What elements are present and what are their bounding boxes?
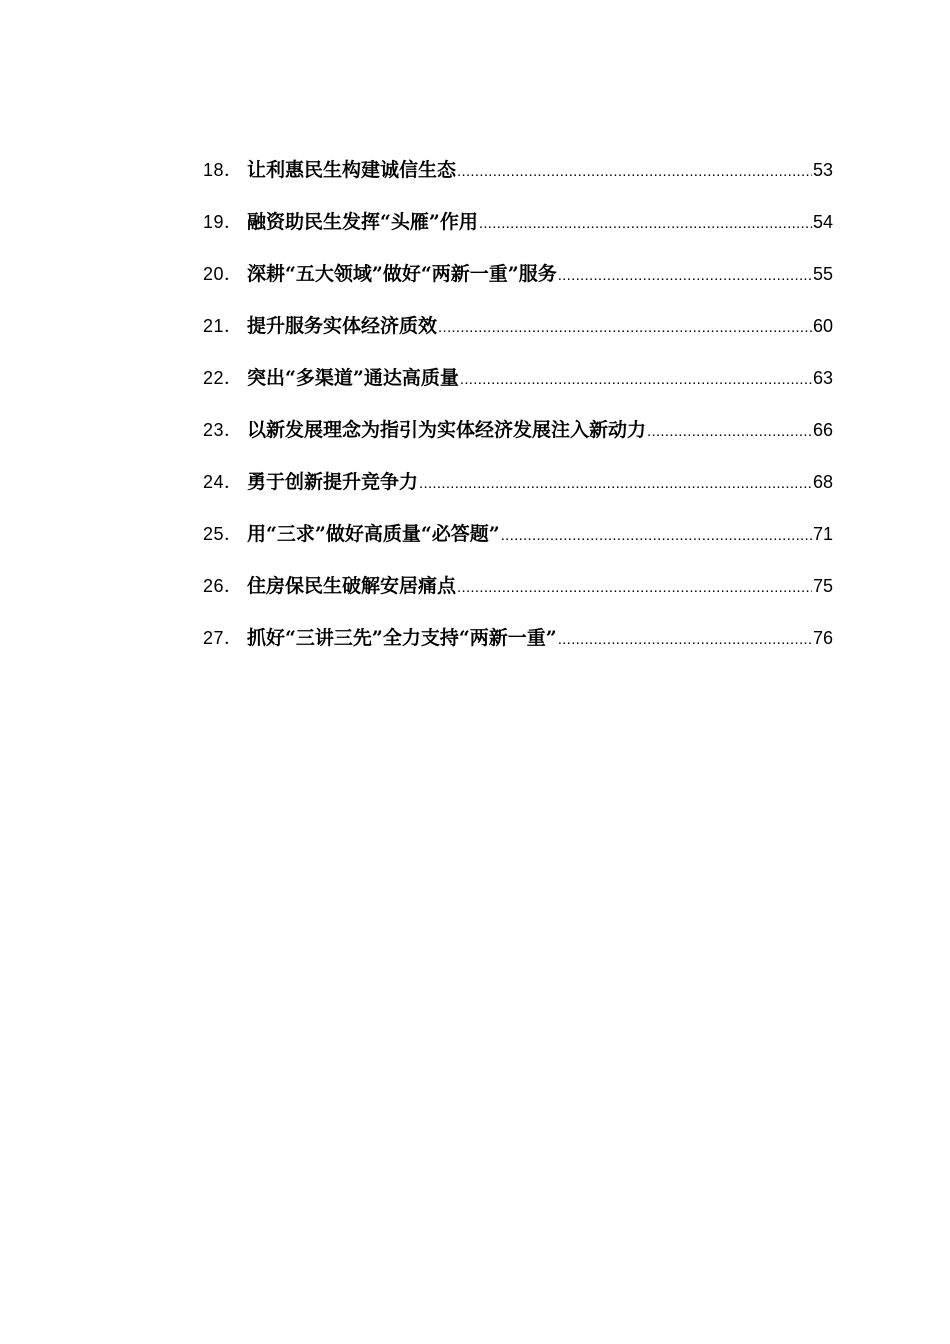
toc-entry-23[interactable]	[203, 416, 833, 468]
toc-entry-title: 融资助民生发挥“头雁”作用	[247, 211, 478, 233]
dot-leader	[419, 470, 812, 498]
toc-entry-title: 用“三求”做好高质量“必答题”	[247, 523, 500, 545]
toc-entry-18[interactable]	[203, 156, 833, 208]
dot-leader	[479, 210, 812, 238]
toc-entry-page: 55	[812, 264, 833, 284]
toc-entry-page: 54	[812, 212, 833, 232]
toc-entry-number: 23．	[203, 420, 243, 440]
toc-entry-title: 突出“多渠道”通达高质量	[247, 367, 459, 389]
toc-entry-number: 19．	[203, 212, 243, 232]
toc-entry-page: 76	[812, 628, 833, 648]
toc-entry-number: 27．	[203, 628, 243, 648]
toc-entry-page: 60	[812, 316, 833, 336]
dot-leader	[501, 522, 812, 550]
toc-entry-number: 18．	[203, 160, 243, 180]
toc-entry-title: 以新发展理念为指引为实体经济发展注入新动力	[247, 419, 647, 441]
toc-entry-page: 71	[812, 524, 833, 544]
toc-entry-page: 66	[812, 420, 833, 440]
toc-entry-19[interactable]	[203, 208, 833, 260]
dot-leader	[558, 262, 812, 290]
toc-entry-number: 21．	[203, 316, 243, 336]
toc-entry-title: 让利惠民生构建诚信生态	[247, 159, 457, 181]
toc-entry-21[interactable]	[203, 312, 833, 364]
toc-entry-page: 75	[812, 576, 833, 596]
toc-entry-title: 深耕“五大领域”做好“两新一重”服务	[247, 263, 557, 285]
toc-entry-title: 勇于创新提升竞争力	[247, 471, 419, 493]
toc-entry-25[interactable]	[203, 520, 833, 572]
dot-leader	[558, 626, 812, 654]
toc-entry-number: 25．	[203, 524, 243, 544]
toc-entry-27[interactable]	[203, 624, 833, 676]
toc-entry-page: 63	[812, 368, 833, 388]
dot-leader	[438, 314, 812, 342]
toc-entry-24[interactable]	[203, 468, 833, 520]
dot-leader	[457, 158, 812, 186]
toc-entry-number: 22．	[203, 368, 243, 388]
toc-entry-title: 提升服务实体经济质效	[247, 315, 438, 337]
toc-entry-number: 24．	[203, 472, 243, 492]
dot-leader	[647, 418, 812, 446]
table-of-contents	[203, 156, 833, 676]
dot-leader	[457, 574, 812, 602]
toc-entry-title: 抓好“三讲三先”全力支持“两新一重”	[247, 627, 557, 649]
toc-entry-page: 68	[812, 472, 833, 492]
toc-entry-number: 20．	[203, 264, 243, 284]
dot-leader	[460, 366, 812, 394]
toc-entry-26[interactable]	[203, 572, 833, 624]
toc-entry-page: 53	[812, 160, 833, 180]
toc-entry-title: 住房保民生破解安居痛点	[247, 575, 457, 597]
toc-entry-20[interactable]	[203, 260, 833, 312]
toc-entry-number: 26．	[203, 576, 243, 596]
toc-entry-22[interactable]	[203, 364, 833, 416]
